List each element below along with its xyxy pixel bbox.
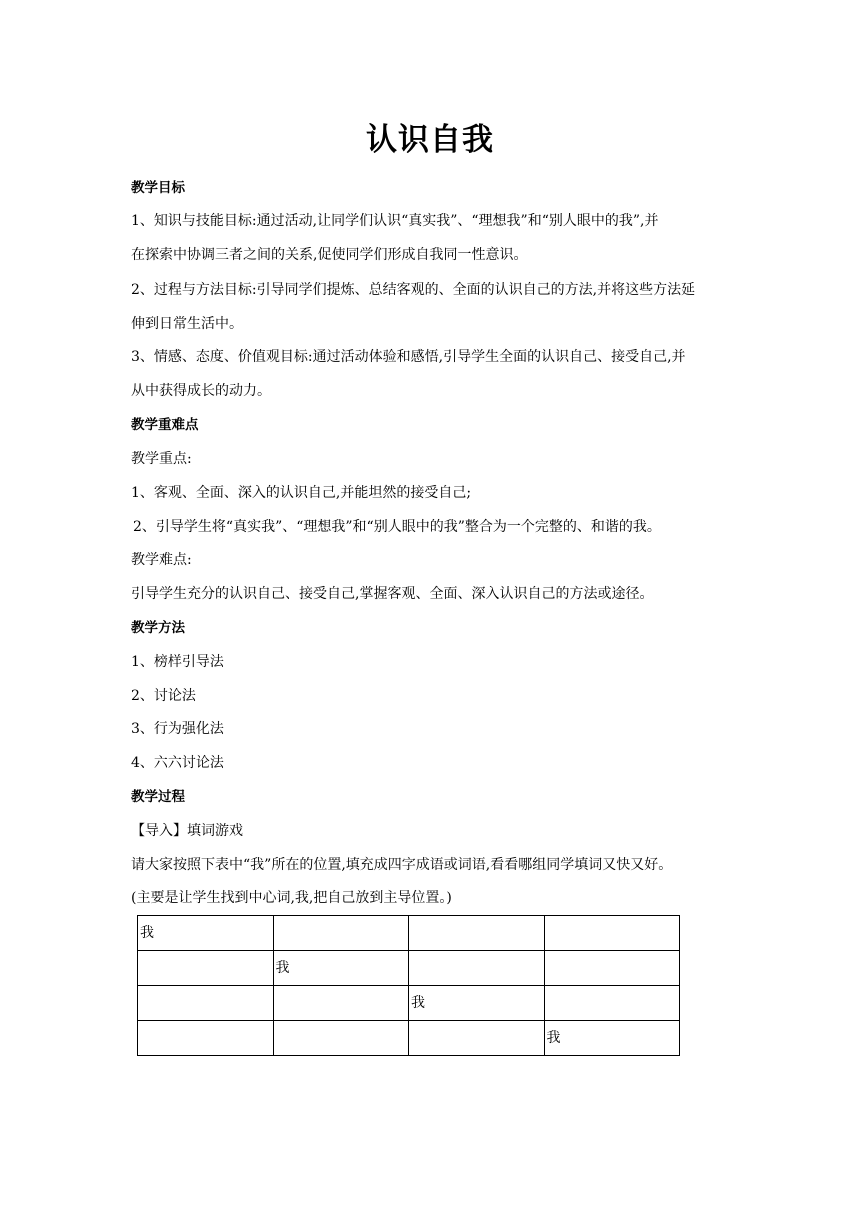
method-item: 4、六六讨论法 [131, 755, 224, 771]
goal-item-1-line-2: 在探索中协调三者之间的关系,促使同学们形成自我同一性意识。 [131, 247, 528, 263]
focus-item-1: 1、客观、全面、深入的认识自己,并能坦然的接受自己; [131, 485, 472, 501]
section-heading-key-points: 教学重难点 [131, 417, 199, 433]
table-cell [544, 916, 680, 951]
word-grid-table [137, 915, 680, 1056]
table-cell: 我 [544, 1021, 680, 1056]
goal-item-3-line-2: 从中获得成长的动力。 [131, 383, 271, 399]
focus-label: 教学重点: [131, 451, 192, 467]
goal-item-2-line-2: 伸到日常生活中。 [131, 316, 243, 332]
table-cell [273, 1021, 409, 1056]
difficulty-label: 教学难点: [131, 552, 192, 568]
goal-item-3-line-1: 3、情感、态度、价值观目标:通过活动体验和感悟,引导学生全面的认识自己、接受自己,并 [131, 349, 686, 365]
process-note: (主要是让学生找到中心词,我,把自己放到主导位置。) [131, 890, 452, 906]
process-intro: 【导入】填词游戏 [131, 823, 243, 839]
section-heading-goals: 教学目标 [131, 180, 185, 196]
table-cell [544, 986, 680, 1021]
table-row [138, 951, 680, 986]
table-cell [409, 916, 545, 951]
table-cell: 我 [409, 986, 545, 1021]
process-instruction: 请大家按照下表中“我”所在的位置,填充成四字成语或词语,看看哪组同学填词又快又好。 [131, 857, 673, 873]
table-cell [544, 951, 680, 986]
table-cell: 我 [138, 916, 274, 951]
focus-item-2: 2、引导学生将“真实我”、“理想我”和“别人眼中的我”整合为一个完整的、和谐的我。 [133, 519, 661, 535]
table-cell: 我 [273, 951, 409, 986]
goal-item-1-line-1: 1、知识与技能目标:通过活动,让同学们认识“真实我”、“理想我”和“别人眼中的我”,并 [131, 213, 659, 229]
table-cell [409, 1021, 545, 1056]
table-row [138, 916, 680, 951]
method-item: 3、行为强化法 [131, 721, 224, 737]
table-cell [409, 951, 545, 986]
table-row [138, 1021, 680, 1056]
method-item: 1、榜样引导法 [131, 654, 224, 670]
document-title: 认识自我 [366, 122, 494, 158]
section-heading-methods: 教学方法 [131, 620, 185, 636]
difficulty-text: 引导学生充分的认识自己、接受自己,掌握客观、全面、深入认识自己的方法或途径。 [131, 586, 654, 602]
goal-item-2-line-1: 2、过程与方法目标:引导同学们提炼、总结客观的、全面的认识自己的方法,并将这些方法延 [131, 282, 696, 298]
table-cell [273, 916, 409, 951]
table-cell [138, 986, 274, 1021]
table-row [138, 986, 680, 1021]
section-heading-process: 教学过程 [131, 789, 185, 805]
table-cell [138, 1021, 274, 1056]
table-cell [273, 986, 409, 1021]
table-cell [138, 951, 274, 986]
method-item: 2、讨论法 [131, 688, 196, 704]
